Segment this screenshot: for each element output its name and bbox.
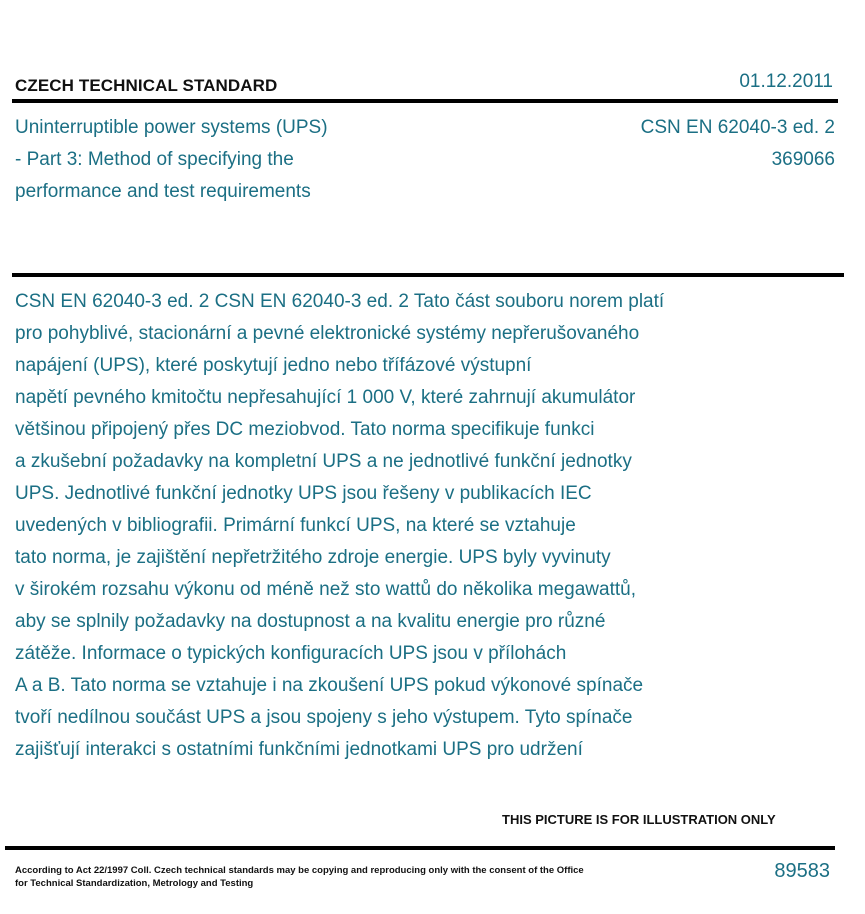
document-id-number: 89583 [774, 860, 830, 882]
abstract-line: napětí pevného kmitočtu nepřesahující 1 000 V, které zahrnují akumulátor [15, 387, 636, 408]
standard-number: 369066 [771, 149, 835, 170]
title-rule [12, 273, 844, 277]
copyright-notice [15, 864, 584, 890]
abstract-line: zátěže. Informace o typických konfiguracích UPS jsou v přílohách [15, 643, 567, 664]
abstract-line: aby se splnily požadavky na dostupnost a na kvalitu energie pro různé [15, 611, 606, 632]
copyright-notice-line: for Technical Standardization, Metrology and Testing [15, 878, 254, 889]
abstract-line: CSN EN 62040-3 ed. 2 CSN EN 62040-3 ed. 2 Tato část souboru norem platí [15, 291, 665, 312]
document-title-line: - Part 3: Method of specifying the [15, 149, 294, 170]
abstract-line: tato norma, je zajištění nepřetržitého zdroje energie. UPS byly vyvinuty [15, 547, 611, 568]
abstract-line: tvoří nedílnou součást UPS a jsou spojeny s jeho výstupem. Tyto spínače [15, 707, 633, 728]
abstract-line: UPS. Jednotlivé funkční jednotky UPS jsou řešeny v publikacích IEC [15, 483, 592, 504]
copyright-notice-line: According to Act 22/1997 Coll. Czech technical standards may be copying and reproducing only with the consent of the Office [15, 865, 584, 876]
standard-type-label: CZECH TECHNICAL STANDARD [15, 76, 278, 95]
standard-code: CSN EN 62040-3 ed. 2 [640, 117, 835, 138]
footer-rule [5, 846, 835, 850]
abstract-line: většinou připojený přes DC meziobvod. Tato norma specifikuje funkci [15, 419, 595, 440]
document-title-line: performance and test requirements [15, 181, 311, 202]
publication-date: 01.12.2011 [739, 71, 833, 92]
illustration-disclaimer: THIS PICTURE IS FOR ILLUSTRATION ONLY [502, 812, 776, 827]
abstract-line: uvedených v bibliografii. Primární funkcí UPS, na které se vztahuje [15, 515, 576, 536]
header-rule [12, 99, 838, 103]
document-abstract [15, 286, 815, 766]
abstract-line: zajišťují interakci s ostatními funkčními jednotkami UPS pro udržení [15, 739, 583, 760]
abstract-line: napájení (UPS), které poskytují jedno nebo třífázové výstupní [15, 355, 532, 376]
abstract-line: pro pohyblivé, stacionární a pevné elektronické systémy nepřerušovaného [15, 323, 640, 344]
abstract-line: a zkušební požadavky na kompletní UPS a ne jednotlivé funkční jednotky [15, 451, 632, 472]
abstract-line: v širokém rozsahu výkonu od méně než sto wattů do několika megawattů, [15, 579, 636, 600]
abstract-line: A a B. Tato norma se vztahuje i na zkoušení UPS pokud výkonové spínače [15, 675, 644, 696]
document-title-line: Uninterruptible power systems (UPS) [15, 117, 328, 138]
